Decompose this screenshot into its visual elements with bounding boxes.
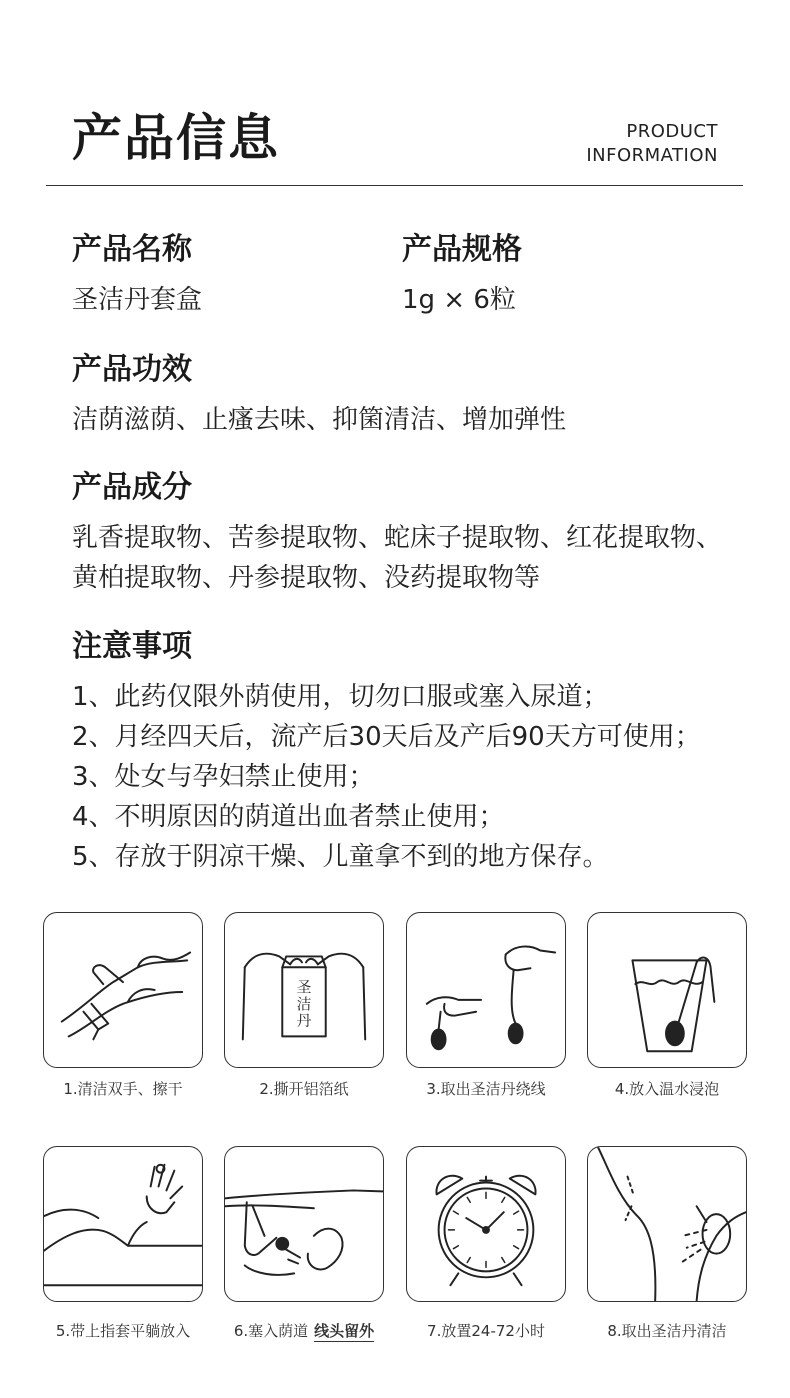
page-title: 产品信息 bbox=[72, 109, 280, 167]
notes-label: 注意事项 bbox=[72, 629, 192, 664]
product-spec-value: 1g × 6粒 bbox=[402, 285, 516, 315]
efficacy-value: 洁荫滋荫、止瘙去味、抑箘清洁、增加弹性 bbox=[72, 405, 567, 435]
step-card-4 bbox=[587, 912, 747, 1068]
remove-clean-icon bbox=[588, 1147, 746, 1301]
step-caption-5: 5.带上指套平躺放入 bbox=[55, 1322, 191, 1340]
step-card-7 bbox=[406, 1146, 566, 1302]
product-spec-label: 产品规格 bbox=[402, 232, 522, 267]
step-card-8 bbox=[587, 1146, 747, 1302]
insert-icon bbox=[225, 1147, 383, 1301]
product-name-value: 圣洁丹套盒 bbox=[72, 285, 203, 315]
header-divider bbox=[46, 185, 743, 186]
step-card-6 bbox=[224, 1146, 384, 1302]
title-en-line2: INFORMATION bbox=[586, 145, 718, 166]
take-out-pill-icon bbox=[407, 913, 565, 1067]
pack-text-3: 丹 bbox=[296, 1012, 312, 1030]
step-caption-6-emphasis: 线头留外 bbox=[314, 1322, 375, 1340]
efficacy-label: 产品功效 bbox=[72, 352, 192, 387]
step-card-5 bbox=[43, 1146, 203, 1302]
step-caption-1: 1.清洁双手、擦干 bbox=[63, 1080, 183, 1098]
note-item: 1、此药仅限外荫使用，切勿口服或塞入尿道； bbox=[72, 682, 609, 712]
page-title-english bbox=[586, 120, 718, 168]
title-en-line1: PRODUCT bbox=[626, 121, 718, 142]
alarm-clock-icon bbox=[407, 1147, 565, 1301]
ingredients-line: 乳香提取物、苦参提取物、蛇床子提取物、红花提取物、 bbox=[72, 523, 723, 553]
step-caption-2: 2.撕开铝箔纸 bbox=[259, 1080, 349, 1098]
tear-foil-icon bbox=[225, 913, 383, 1067]
step-caption-6-text: 6.塞入荫道 bbox=[233, 1322, 309, 1340]
ingredients-line: 黄柏提取物、丹参提取物、没药提取物等 bbox=[72, 563, 541, 593]
soak-water-icon bbox=[588, 913, 746, 1067]
product-name-label: 产品名称 bbox=[72, 232, 192, 267]
step-card-2 bbox=[224, 912, 384, 1068]
pack-text-1: 圣 bbox=[296, 978, 312, 996]
step-caption-4: 4.放入温水浸泡 bbox=[614, 1080, 720, 1098]
step-caption-3: 3.取出圣洁丹绕线 bbox=[426, 1080, 546, 1098]
note-item: 4、不明原因的荫道出血者禁止使用； bbox=[72, 802, 505, 832]
step-card-1 bbox=[43, 912, 203, 1068]
note-item: 2、月经四天后，流产后30天后及产后90天方可使用； bbox=[72, 722, 701, 752]
note-item: 5、存放于阴凉干燥、儿童拿不到的地方保存。 bbox=[72, 842, 609, 872]
step-card-3 bbox=[406, 912, 566, 1068]
wash-hands-icon bbox=[44, 913, 202, 1067]
lie-down-icon bbox=[44, 1147, 202, 1301]
ingredients-label: 产品成分 bbox=[72, 470, 192, 505]
step-caption-6 bbox=[204, 1320, 404, 1342]
pack-text-2: 洁 bbox=[296, 995, 312, 1013]
step-caption-8: 8.取出圣洁丹清洁 bbox=[607, 1322, 727, 1340]
step-caption-7: 7.放置24-72小时 bbox=[427, 1322, 545, 1340]
note-item: 3、处女与孕妇禁止使用； bbox=[72, 762, 375, 792]
